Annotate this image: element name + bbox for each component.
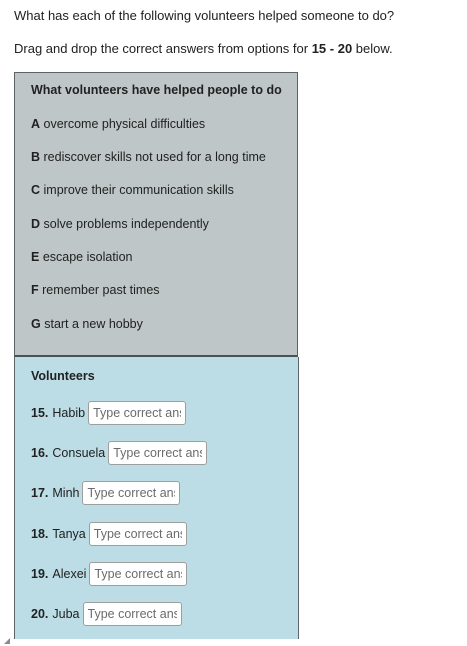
option-letter: A — [31, 117, 41, 131]
instruction-suffix: below. — [352, 41, 393, 56]
option-letter: F — [31, 283, 39, 297]
volunteer-name: Consuela — [52, 446, 106, 460]
volunteers-title: Volunteers — [31, 369, 95, 383]
option-e[interactable] — [31, 250, 132, 264]
volunteer-row-17 — [31, 480, 180, 506]
instruction-text — [14, 41, 393, 56]
question-number: 16. — [31, 446, 49, 460]
volunteer-name: Alexei — [52, 567, 87, 581]
volunteers-panel — [14, 357, 299, 639]
option-text: escape isolation — [42, 250, 133, 264]
question-number: 18. — [31, 527, 49, 541]
question-number: 15. — [31, 406, 49, 420]
options-panel — [14, 72, 298, 357]
question-number: 17. — [31, 486, 49, 500]
option-g[interactable] — [31, 317, 143, 331]
option-a[interactable] — [31, 117, 205, 131]
question-text: What has each of the following volunteers helped someone to do? — [14, 8, 395, 23]
option-text: solve problems independently — [43, 217, 209, 231]
question-range: 15 - 20 — [311, 41, 353, 56]
question-number: 20. — [31, 607, 49, 621]
volunteer-row-20 — [31, 601, 182, 627]
answer-input-17[interactable] — [82, 481, 180, 505]
option-text: start a new hobby — [44, 317, 143, 331]
option-letter: B — [31, 150, 41, 164]
option-b[interactable] — [31, 150, 266, 164]
volunteer-name: Juba — [52, 607, 80, 621]
volunteer-name: Tanya — [52, 527, 86, 541]
option-text: improve their communication skills — [43, 183, 234, 197]
question-number: 19. — [31, 567, 49, 581]
option-d[interactable] — [31, 217, 209, 231]
volunteer-row-15 — [31, 400, 186, 426]
option-letter: G — [31, 317, 41, 331]
instruction-prefix: Drag and drop the correct answers from options for — [14, 41, 312, 56]
volunteer-row-16 — [31, 440, 207, 466]
volunteer-name: Minh — [52, 486, 80, 500]
answer-input-16[interactable] — [108, 441, 207, 465]
option-text: remember past times — [42, 283, 160, 297]
answer-input-18[interactable] — [89, 522, 187, 546]
option-text: overcome physical difficulties — [43, 117, 206, 131]
option-c[interactable] — [31, 183, 234, 197]
resize-grip-icon[interactable] — [4, 638, 10, 644]
options-title: What volunteers have helped people to do — [31, 83, 282, 97]
answer-input-15[interactable] — [88, 401, 186, 425]
answer-input-19[interactable] — [89, 562, 187, 586]
answer-input-20[interactable] — [83, 602, 182, 626]
option-letter: D — [31, 217, 41, 231]
option-letter: E — [31, 250, 40, 264]
option-letter: C — [31, 183, 41, 197]
option-text: rediscover skills not used for a long time — [43, 150, 266, 164]
volunteer-name: Habib — [52, 406, 86, 420]
volunteer-row-18 — [31, 521, 187, 547]
volunteer-row-19 — [31, 561, 187, 587]
option-f[interactable] — [31, 283, 160, 297]
